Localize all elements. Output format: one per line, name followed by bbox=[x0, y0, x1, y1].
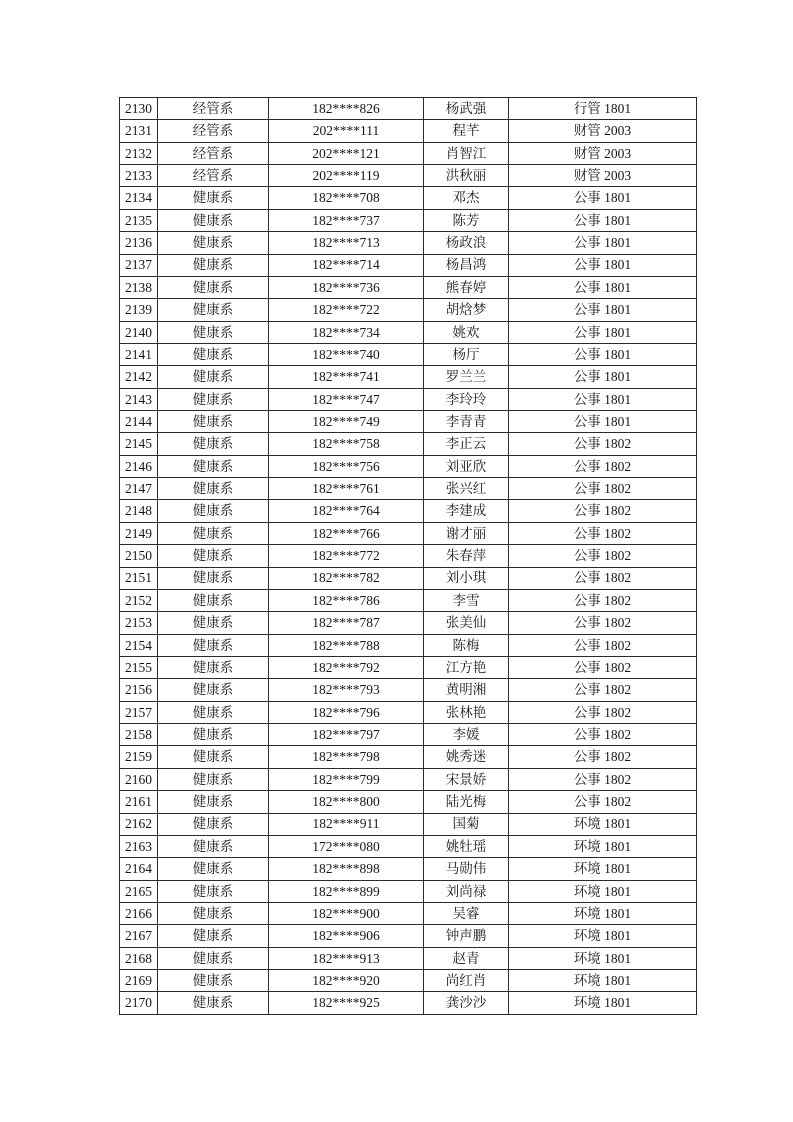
student-name-cell: 江方艳 bbox=[424, 656, 509, 678]
row-number-cell: 2137 bbox=[120, 254, 158, 276]
student-name-cell: 肖智江 bbox=[424, 142, 509, 164]
row-number-cell: 2163 bbox=[120, 835, 158, 857]
student-name-cell: 马勋伟 bbox=[424, 858, 509, 880]
student-id-cell: 182****772 bbox=[269, 545, 424, 567]
row-number-cell: 2159 bbox=[120, 746, 158, 768]
class-cell: 环境 1801 bbox=[509, 970, 697, 992]
row-number-cell: 2136 bbox=[120, 232, 158, 254]
table-row bbox=[120, 254, 697, 276]
department-cell: 健康系 bbox=[158, 455, 269, 477]
row-number-cell: 2169 bbox=[120, 970, 158, 992]
class-cell: 公事 1801 bbox=[509, 209, 697, 231]
row-number-cell: 2161 bbox=[120, 791, 158, 813]
student-name-cell: 刘小琪 bbox=[424, 567, 509, 589]
row-number-cell: 2133 bbox=[120, 165, 158, 187]
student-name-cell: 罗兰兰 bbox=[424, 366, 509, 388]
class-cell: 环境 1801 bbox=[509, 835, 697, 857]
class-cell: 公事 1802 bbox=[509, 433, 697, 455]
department-cell: 健康系 bbox=[158, 992, 269, 1014]
table-row bbox=[120, 679, 697, 701]
table-row bbox=[120, 701, 697, 723]
department-cell: 健康系 bbox=[158, 411, 269, 433]
table-row bbox=[120, 187, 697, 209]
class-cell: 公事 1802 bbox=[509, 724, 697, 746]
student-name-cell: 钟声鹏 bbox=[424, 925, 509, 947]
row-number-cell: 2130 bbox=[120, 98, 158, 120]
student-name-cell: 黄明湘 bbox=[424, 679, 509, 701]
class-cell: 公事 1802 bbox=[509, 478, 697, 500]
student-id-cell: 182****782 bbox=[269, 567, 424, 589]
student-name-cell: 杨厅 bbox=[424, 343, 509, 365]
department-cell: 健康系 bbox=[158, 478, 269, 500]
class-cell: 公事 1801 bbox=[509, 276, 697, 298]
student-id-cell: 182****906 bbox=[269, 925, 424, 947]
student-name-cell: 吴睿 bbox=[424, 902, 509, 924]
row-number-cell: 2132 bbox=[120, 142, 158, 164]
row-number-cell: 2138 bbox=[120, 276, 158, 298]
table-row bbox=[120, 545, 697, 567]
table-row bbox=[120, 835, 697, 857]
student-id-cell: 182****798 bbox=[269, 746, 424, 768]
table-row bbox=[120, 165, 697, 187]
department-cell: 健康系 bbox=[158, 232, 269, 254]
row-number-cell: 2143 bbox=[120, 388, 158, 410]
student-id-cell: 172****080 bbox=[269, 835, 424, 857]
table-row bbox=[120, 858, 697, 880]
student-id-cell: 182****925 bbox=[269, 992, 424, 1014]
table-row bbox=[120, 947, 697, 969]
class-cell: 公事 1801 bbox=[509, 254, 697, 276]
student-name-cell: 李媛 bbox=[424, 724, 509, 746]
department-cell: 健康系 bbox=[158, 970, 269, 992]
department-cell: 健康系 bbox=[158, 366, 269, 388]
row-number-cell: 2142 bbox=[120, 366, 158, 388]
student-name-cell: 张林艳 bbox=[424, 701, 509, 723]
table-row bbox=[120, 388, 697, 410]
class-cell: 环境 1801 bbox=[509, 880, 697, 902]
student-id-cell: 182****900 bbox=[269, 902, 424, 924]
row-number-cell: 2146 bbox=[120, 455, 158, 477]
row-number-cell: 2148 bbox=[120, 500, 158, 522]
class-cell: 财管 2003 bbox=[509, 142, 697, 164]
department-cell: 健康系 bbox=[158, 724, 269, 746]
class-cell: 公事 1802 bbox=[509, 500, 697, 522]
department-cell: 健康系 bbox=[158, 545, 269, 567]
table-row bbox=[120, 724, 697, 746]
student-name-cell: 陆光梅 bbox=[424, 791, 509, 813]
row-number-cell: 2170 bbox=[120, 992, 158, 1014]
table-row bbox=[120, 589, 697, 611]
student-name-cell: 宋景娇 bbox=[424, 768, 509, 790]
table-row bbox=[120, 455, 697, 477]
class-cell: 环境 1801 bbox=[509, 925, 697, 947]
table-row bbox=[120, 500, 697, 522]
department-cell: 健康系 bbox=[158, 701, 269, 723]
class-cell: 公事 1802 bbox=[509, 746, 697, 768]
class-cell: 公事 1801 bbox=[509, 388, 697, 410]
student-name-cell: 张美仙 bbox=[424, 612, 509, 634]
student-id-cell: 182****788 bbox=[269, 634, 424, 656]
table-row bbox=[120, 276, 697, 298]
class-cell: 环境 1801 bbox=[509, 813, 697, 835]
student-name-cell: 李雪 bbox=[424, 589, 509, 611]
department-cell: 经管系 bbox=[158, 165, 269, 187]
row-number-cell: 2165 bbox=[120, 880, 158, 902]
class-cell: 公事 1802 bbox=[509, 791, 697, 813]
row-number-cell: 2151 bbox=[120, 567, 158, 589]
student-name-cell: 程芊 bbox=[424, 120, 509, 142]
class-cell: 公事 1802 bbox=[509, 522, 697, 544]
student-id-cell: 182****761 bbox=[269, 478, 424, 500]
department-cell: 健康系 bbox=[158, 791, 269, 813]
student-id-cell: 202****111 bbox=[269, 120, 424, 142]
class-cell: 公事 1802 bbox=[509, 545, 697, 567]
row-number-cell: 2150 bbox=[120, 545, 158, 567]
row-number-cell: 2168 bbox=[120, 947, 158, 969]
department-cell: 健康系 bbox=[158, 343, 269, 365]
table-row bbox=[120, 120, 697, 142]
student-id-cell: 182****713 bbox=[269, 232, 424, 254]
student-id-cell: 182****797 bbox=[269, 724, 424, 746]
class-cell: 公事 1801 bbox=[509, 321, 697, 343]
class-cell: 财管 2003 bbox=[509, 120, 697, 142]
department-cell: 健康系 bbox=[158, 902, 269, 924]
student-name-cell: 杨政浪 bbox=[424, 232, 509, 254]
student-name-cell: 国菊 bbox=[424, 813, 509, 835]
class-cell: 环境 1801 bbox=[509, 947, 697, 969]
student-name-cell: 杨昌鸿 bbox=[424, 254, 509, 276]
table-row bbox=[120, 902, 697, 924]
row-number-cell: 2156 bbox=[120, 679, 158, 701]
student-id-cell: 182****913 bbox=[269, 947, 424, 969]
student-name-cell: 张兴红 bbox=[424, 478, 509, 500]
student-id-cell: 182****826 bbox=[269, 98, 424, 120]
student-id-cell: 182****741 bbox=[269, 366, 424, 388]
table-row bbox=[120, 768, 697, 790]
table-row bbox=[120, 791, 697, 813]
student-name-cell: 杨武强 bbox=[424, 98, 509, 120]
department-cell: 健康系 bbox=[158, 321, 269, 343]
row-number-cell: 2135 bbox=[120, 209, 158, 231]
class-cell: 公事 1802 bbox=[509, 656, 697, 678]
department-cell: 健康系 bbox=[158, 634, 269, 656]
table-row bbox=[120, 366, 697, 388]
department-cell: 健康系 bbox=[158, 299, 269, 321]
student-name-cell: 刘尚禄 bbox=[424, 880, 509, 902]
student-id-cell: 182****736 bbox=[269, 276, 424, 298]
student-name-cell: 陈梅 bbox=[424, 634, 509, 656]
student-name-cell: 洪秋丽 bbox=[424, 165, 509, 187]
department-cell: 健康系 bbox=[158, 656, 269, 678]
department-cell: 健康系 bbox=[158, 947, 269, 969]
student-id-cell: 182****899 bbox=[269, 880, 424, 902]
student-name-cell: 朱春萍 bbox=[424, 545, 509, 567]
student-name-cell: 赵青 bbox=[424, 947, 509, 969]
table-row bbox=[120, 813, 697, 835]
class-cell: 公事 1802 bbox=[509, 768, 697, 790]
department-cell: 健康系 bbox=[158, 567, 269, 589]
class-cell: 环境 1801 bbox=[509, 858, 697, 880]
class-cell: 环境 1801 bbox=[509, 992, 697, 1014]
department-cell: 健康系 bbox=[158, 612, 269, 634]
row-number-cell: 2131 bbox=[120, 120, 158, 142]
row-number-cell: 2162 bbox=[120, 813, 158, 835]
class-cell: 行管 1801 bbox=[509, 98, 697, 120]
class-cell: 公事 1801 bbox=[509, 366, 697, 388]
student-id-cell: 182****756 bbox=[269, 455, 424, 477]
class-cell: 公事 1802 bbox=[509, 612, 697, 634]
student-id-cell: 202****121 bbox=[269, 142, 424, 164]
department-cell: 健康系 bbox=[158, 187, 269, 209]
student-name-cell: 熊春婷 bbox=[424, 276, 509, 298]
student-name-cell: 谢才丽 bbox=[424, 522, 509, 544]
student-id-cell: 182****764 bbox=[269, 500, 424, 522]
department-cell: 健康系 bbox=[158, 858, 269, 880]
department-cell: 经管系 bbox=[158, 142, 269, 164]
table-row bbox=[120, 880, 697, 902]
row-number-cell: 2145 bbox=[120, 433, 158, 455]
department-cell: 经管系 bbox=[158, 98, 269, 120]
row-number-cell: 2134 bbox=[120, 187, 158, 209]
table-row bbox=[120, 98, 697, 120]
table-row bbox=[120, 343, 697, 365]
student-id-cell: 182****793 bbox=[269, 679, 424, 701]
student-id-cell: 182****734 bbox=[269, 321, 424, 343]
student-id-cell: 182****786 bbox=[269, 589, 424, 611]
class-cell: 公事 1801 bbox=[509, 232, 697, 254]
student-id-cell: 182****747 bbox=[269, 388, 424, 410]
table-row bbox=[120, 746, 697, 768]
table-row bbox=[120, 478, 697, 500]
row-number-cell: 2139 bbox=[120, 299, 158, 321]
row-number-cell: 2144 bbox=[120, 411, 158, 433]
department-cell: 健康系 bbox=[158, 500, 269, 522]
table-row bbox=[120, 232, 697, 254]
table-row bbox=[120, 321, 697, 343]
class-cell: 公事 1801 bbox=[509, 187, 697, 209]
student-id-cell: 182****799 bbox=[269, 768, 424, 790]
table-row bbox=[120, 142, 697, 164]
table-row bbox=[120, 656, 697, 678]
student-id-cell: 182****758 bbox=[269, 433, 424, 455]
student-name-cell: 邓杰 bbox=[424, 187, 509, 209]
row-number-cell: 2140 bbox=[120, 321, 158, 343]
department-cell: 健康系 bbox=[158, 768, 269, 790]
student-id-cell: 182****737 bbox=[269, 209, 424, 231]
table-row bbox=[120, 567, 697, 589]
student-id-cell: 182****920 bbox=[269, 970, 424, 992]
row-number-cell: 2157 bbox=[120, 701, 158, 723]
class-cell: 公事 1802 bbox=[509, 634, 697, 656]
student-name-cell: 龚沙沙 bbox=[424, 992, 509, 1014]
department-cell: 经管系 bbox=[158, 120, 269, 142]
student-name-cell: 胡焓梦 bbox=[424, 299, 509, 321]
table-row bbox=[120, 970, 697, 992]
table-row bbox=[120, 634, 697, 656]
class-cell: 公事 1802 bbox=[509, 455, 697, 477]
student-name-cell: 姚欢 bbox=[424, 321, 509, 343]
row-number-cell: 2154 bbox=[120, 634, 158, 656]
student-id-cell: 182****740 bbox=[269, 343, 424, 365]
student-id-cell: 182****787 bbox=[269, 612, 424, 634]
row-number-cell: 2141 bbox=[120, 343, 158, 365]
table-row bbox=[120, 522, 697, 544]
student-id-cell: 182****911 bbox=[269, 813, 424, 835]
student-name-cell: 姚牡瑶 bbox=[424, 835, 509, 857]
row-number-cell: 2152 bbox=[120, 589, 158, 611]
student-id-cell: 182****800 bbox=[269, 791, 424, 813]
row-number-cell: 2164 bbox=[120, 858, 158, 880]
student-name-cell: 李建成 bbox=[424, 500, 509, 522]
student-roster-body bbox=[120, 98, 697, 1015]
table-row bbox=[120, 433, 697, 455]
student-roster-table bbox=[119, 97, 697, 1015]
department-cell: 健康系 bbox=[158, 433, 269, 455]
class-cell: 公事 1802 bbox=[509, 589, 697, 611]
student-id-cell: 182****796 bbox=[269, 701, 424, 723]
class-cell: 公事 1801 bbox=[509, 299, 697, 321]
student-id-cell: 182****792 bbox=[269, 656, 424, 678]
table-row bbox=[120, 925, 697, 947]
row-number-cell: 2147 bbox=[120, 478, 158, 500]
row-number-cell: 2153 bbox=[120, 612, 158, 634]
student-id-cell: 202****119 bbox=[269, 165, 424, 187]
department-cell: 健康系 bbox=[158, 925, 269, 947]
department-cell: 健康系 bbox=[158, 209, 269, 231]
class-cell: 公事 1802 bbox=[509, 679, 697, 701]
table-row bbox=[120, 612, 697, 634]
student-id-cell: 182****749 bbox=[269, 411, 424, 433]
department-cell: 健康系 bbox=[158, 254, 269, 276]
department-cell: 健康系 bbox=[158, 679, 269, 701]
student-id-cell: 182****898 bbox=[269, 858, 424, 880]
class-cell: 公事 1802 bbox=[509, 567, 697, 589]
row-number-cell: 2155 bbox=[120, 656, 158, 678]
department-cell: 健康系 bbox=[158, 746, 269, 768]
row-number-cell: 2166 bbox=[120, 902, 158, 924]
class-cell: 公事 1801 bbox=[509, 411, 697, 433]
row-number-cell: 2167 bbox=[120, 925, 158, 947]
class-cell: 公事 1802 bbox=[509, 701, 697, 723]
student-name-cell: 陈芳 bbox=[424, 209, 509, 231]
student-name-cell: 李玲玲 bbox=[424, 388, 509, 410]
student-id-cell: 182****766 bbox=[269, 522, 424, 544]
table-row bbox=[120, 299, 697, 321]
department-cell: 健康系 bbox=[158, 813, 269, 835]
student-name-cell: 李正云 bbox=[424, 433, 509, 455]
table-row bbox=[120, 411, 697, 433]
department-cell: 健康系 bbox=[158, 880, 269, 902]
row-number-cell: 2160 bbox=[120, 768, 158, 790]
department-cell: 健康系 bbox=[158, 522, 269, 544]
department-cell: 健康系 bbox=[158, 388, 269, 410]
department-cell: 健康系 bbox=[158, 589, 269, 611]
student-id-cell: 182****722 bbox=[269, 299, 424, 321]
class-cell: 财管 2003 bbox=[509, 165, 697, 187]
student-name-cell: 刘亚欣 bbox=[424, 455, 509, 477]
row-number-cell: 2158 bbox=[120, 724, 158, 746]
student-name-cell: 姚秀迷 bbox=[424, 746, 509, 768]
class-cell: 公事 1801 bbox=[509, 343, 697, 365]
student-name-cell: 李青青 bbox=[424, 411, 509, 433]
table-row bbox=[120, 209, 697, 231]
student-name-cell: 尚红肖 bbox=[424, 970, 509, 992]
table-row bbox=[120, 992, 697, 1014]
student-id-cell: 182****714 bbox=[269, 254, 424, 276]
class-cell: 环境 1801 bbox=[509, 902, 697, 924]
row-number-cell: 2149 bbox=[120, 522, 158, 544]
department-cell: 健康系 bbox=[158, 276, 269, 298]
department-cell: 健康系 bbox=[158, 835, 269, 857]
student-id-cell: 182****708 bbox=[269, 187, 424, 209]
